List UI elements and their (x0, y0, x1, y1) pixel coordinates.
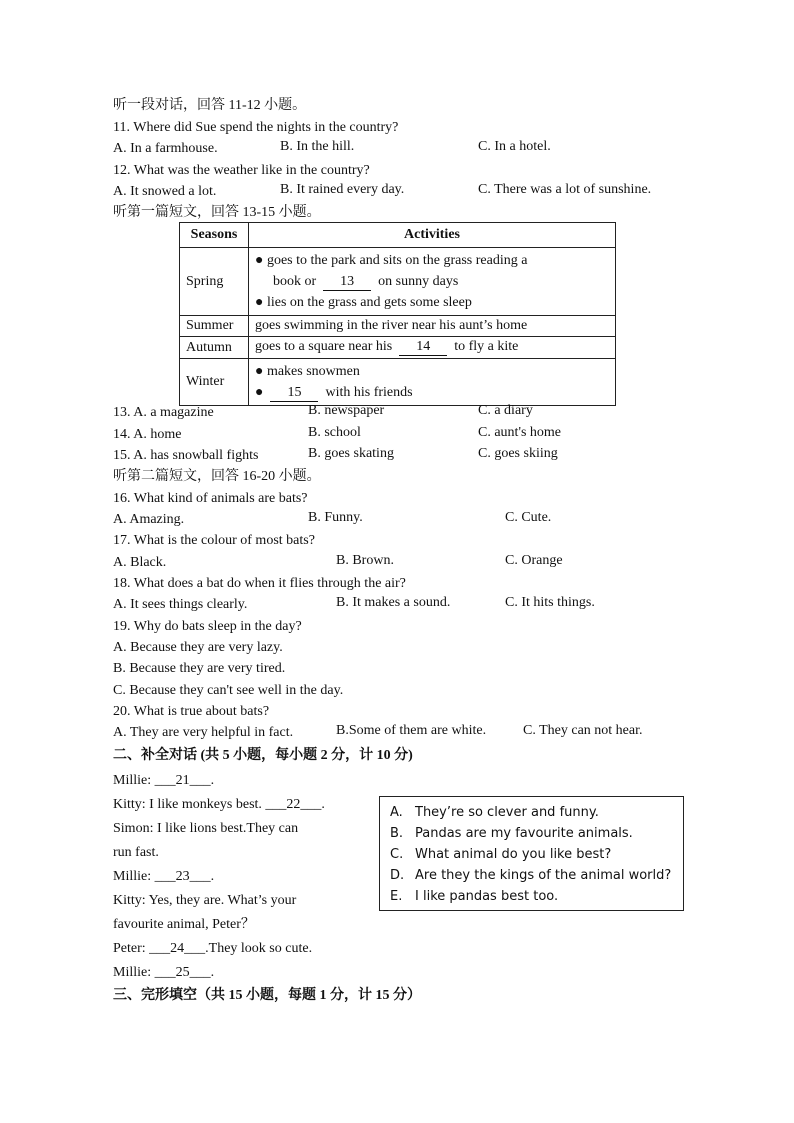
seasons-table (179, 222, 616, 406)
q17-option-b: B. Brown. (336, 553, 394, 568)
option-key: C. (390, 847, 404, 862)
option-key: D. (390, 868, 405, 883)
q11-option-b: B. In the hill. (280, 139, 355, 154)
option-text: I like pandas best too. (415, 889, 559, 904)
spring-text: book or (273, 274, 317, 289)
q19-option-b: B. Because they are very tired. (113, 661, 286, 676)
spring-bullet-1-cont (255, 271, 609, 292)
option-text: Pandas are my favourite animals. (415, 826, 633, 841)
option-d (390, 868, 671, 883)
dialog-line-9: Millie: ___25___. (113, 965, 215, 980)
option-c (390, 847, 611, 862)
q15-option-b: B. goes skating (308, 446, 394, 461)
bullet-glyph: ● (255, 385, 264, 400)
question-18: 18. What does a bat do when it flies through the air? (113, 576, 406, 591)
q17-option-c: C. Orange (505, 553, 563, 568)
question-20: 20. What is true about bats? (113, 704, 270, 719)
option-text: Are they the kings of the animal world? (415, 868, 672, 883)
spring-text-2: on sunny days (378, 274, 459, 289)
dialog-line-2: Kitty: I like monkeys best. ___22___. (113, 797, 325, 812)
spring-bullet-2: ● lies on the grass and gets some sleep (255, 295, 472, 310)
q12-option-c: C. There was a lot of sunshine. (478, 182, 652, 197)
header-seasons: Seasons (180, 223, 249, 248)
option-b (390, 826, 633, 841)
q14-option-a: 14. A. home (113, 427, 182, 442)
q20-option-c: C. They can not hear. (523, 723, 643, 738)
winter-activities (249, 359, 616, 406)
q11-option-c: C. In a hotel. (478, 139, 551, 154)
q18-option-c: C. It hits things. (505, 595, 595, 610)
question-11: 11. Where did Sue spend the nights in the country? (113, 120, 399, 135)
option-a (390, 805, 599, 820)
blank-13: 13 (323, 274, 371, 291)
part-3-header: 三、完形填空（共 15 小题，每题 1 分，计 15 分） (113, 988, 421, 1003)
section-header-passage-2: 听第二篇短文，回答 16-20 小题。 (113, 469, 321, 484)
winter-bullet-2 (255, 382, 609, 403)
q13-option-c: C. a diary (478, 403, 533, 418)
q16-option-c: C. Cute. (505, 510, 552, 525)
q13-option-a: 13. A. a magazine (113, 405, 214, 420)
q12-option-b: B. It rained every day. (280, 182, 405, 197)
winter-bullet-1: ● makes snowmen (255, 364, 360, 379)
option-key: A. (390, 805, 403, 820)
blank-14: 14 (399, 339, 447, 356)
season-autumn: Autumn (180, 337, 249, 359)
option-e (390, 889, 558, 904)
season-winter: Winter (180, 359, 249, 406)
option-text: They’re so clever and funny. (415, 805, 599, 820)
q19-option-a: A. Because they are very lazy. (113, 640, 283, 655)
spring-activities (249, 248, 616, 316)
question-16: 16. What kind of animals are bats? (113, 491, 308, 506)
autumn-text-2: to fly a kite (454, 339, 519, 354)
q15-option-c: C. goes skiing (478, 446, 558, 461)
option-key: E. (390, 889, 403, 904)
dialog-line-5: Millie: ___23___. (113, 869, 215, 884)
section-header-dialogue: 听一段对话，回答 11-12 小题。 (113, 98, 307, 113)
question-12: 12. What was the weather like in the country? (113, 163, 370, 178)
q18-option-b: B. It makes a sound. (336, 595, 451, 610)
question-17: 17. What is the colour of most bats? (113, 533, 315, 548)
section-header-passage-1: 听第一篇短文，回答 13-15 小题。 (113, 205, 321, 220)
q11-option-a: A. In a farmhouse. (113, 141, 218, 156)
q14-option-c: C. aunt's home (478, 425, 562, 440)
dialog-options-box (379, 796, 684, 911)
autumn-activity (249, 337, 616, 359)
season-spring: Spring (180, 248, 249, 316)
q19-option-c: C. Because they can't see well in the day. (113, 683, 344, 698)
dialog-line-3: Simon: I like lions best.They can (113, 821, 299, 836)
q13-option-b: B. newspaper (308, 403, 385, 418)
spring-bullet-1: ● goes to the park and sits on the grass reading a (255, 253, 528, 268)
season-summer: Summer (180, 316, 249, 337)
q15-option-a: 15. A. has snowball fights (113, 448, 259, 463)
part-2-header: 二、补全对话 (共 5 小题，每小题 2 分，计 10 分) (113, 748, 413, 763)
q20-option-a: A. They are very helpful in fact. (113, 725, 294, 740)
dialog-line-7: favourite animal, Peter？ (113, 917, 255, 932)
winter-text: with his friends (325, 385, 413, 400)
q20-option-b: B.Some of them are white. (336, 723, 487, 738)
q17-option-a: A. Black. (113, 555, 167, 570)
option-key: B. (390, 826, 404, 841)
autumn-text: goes to a square near his (255, 339, 393, 354)
dialog-line-1: Millie: ___21___. (113, 773, 215, 788)
blank-15: 15 (270, 385, 318, 402)
question-19: 19. Why do bats sleep in the day? (113, 619, 302, 634)
header-activities: Activities (249, 223, 616, 248)
q12-option-a: A. It snowed a lot. (113, 184, 217, 199)
dialog-line-6: Kitty: Yes, they are. What’s your (113, 893, 297, 908)
dialog-line-4: run fast. (113, 845, 159, 860)
option-text: What animal do you like best? (415, 847, 612, 862)
summer-activity: goes swimming in the river near his aunt’s home (249, 316, 616, 337)
q14-option-b: B. school (308, 425, 361, 440)
q16-option-b: B. Funny. (308, 510, 363, 525)
q16-option-a: A. Amazing. (113, 512, 185, 527)
q18-option-a: A. It sees things clearly. (113, 597, 248, 612)
dialog-line-8: Peter: ___24___.They look so cute. (113, 941, 313, 956)
